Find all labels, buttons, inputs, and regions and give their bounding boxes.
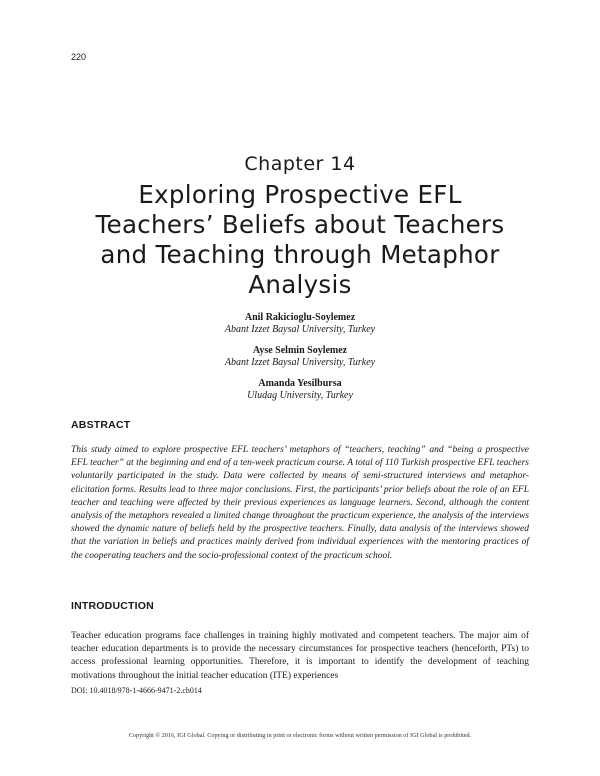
author-block [0, 312, 600, 336]
author-affiliation: Abant Izzet Baysal University, Turkey [224, 357, 376, 368]
author-name: Anil Rakicioglu-Soylemez [244, 312, 356, 323]
introduction-heading: INTRODUCTION [71, 600, 154, 612]
abstract-heading: ABSTRACT [71, 419, 131, 431]
author-affiliation: Abant Izzet Baysal University, Turkey [224, 324, 376, 335]
author-affiliation: Uludag University, Turkey [247, 390, 353, 401]
author-block [0, 345, 600, 369]
copyright-notice: Copyright © 2016, IGI Global. Copying or distributing in print or electronic forms without written permission of IGI Global is prohibited. [128, 732, 472, 739]
author-list [0, 312, 600, 411]
author-name: Ayse Selmin Soylemez [252, 345, 348, 356]
doi: DOI: 10.4018/978-1-4666-9471-2.ch014 [71, 686, 202, 695]
chapter-title: Exploring Prospective EFL Teachers’ Beliefs about Teachers and Teaching through Metaphor Analysis [95, 180, 505, 299]
author-block [0, 378, 600, 402]
chapter-label: Chapter 14 [244, 153, 356, 175]
author-name: Amanda Yesilbursa [258, 378, 342, 389]
page-number: 220 [71, 52, 87, 62]
abstract-text: This study aimed to explore prospective EFL teachers’ metaphors of “teachers, teaching” and “being a prospective EFL teacher” at the beginning and end of a ten-week practicum course. A total of 110 Turkish prospective EFL teachers voluntarily participated in the study. Data were collected by means of semi-structured interviews and metaphor-elicitation forms. Results lead to three major conclusions. First, the participants’ prior beliefs about the role of an EFL teacher and teaching were affected by their previous experiences as language learners. Second, although the content analysis of the metaphors revealed a limited change throughout the practicum experience, the analysis of the interviews showed the dynamic nature of beliefs held by the prospective teachers. Finally, data analysis of the interviews showed that the variation in beliefs and practices mainly derived from individual experiences with the mentoring practices of the cooperating teachers and the socio-professional context of the practicum school. [71, 445, 529, 561]
introduction-text: Teacher education programs face challenges in training highly motivated and competent teachers. The major aim of teacher education departments is to provide the necessary circumstances for prospective teachers (henceforth, PTs) to access professional learning opportunities. Therefore, it is important to identify the development of teaching motivations throughout the initial teacher education (ITE) experiences [71, 631, 529, 681]
